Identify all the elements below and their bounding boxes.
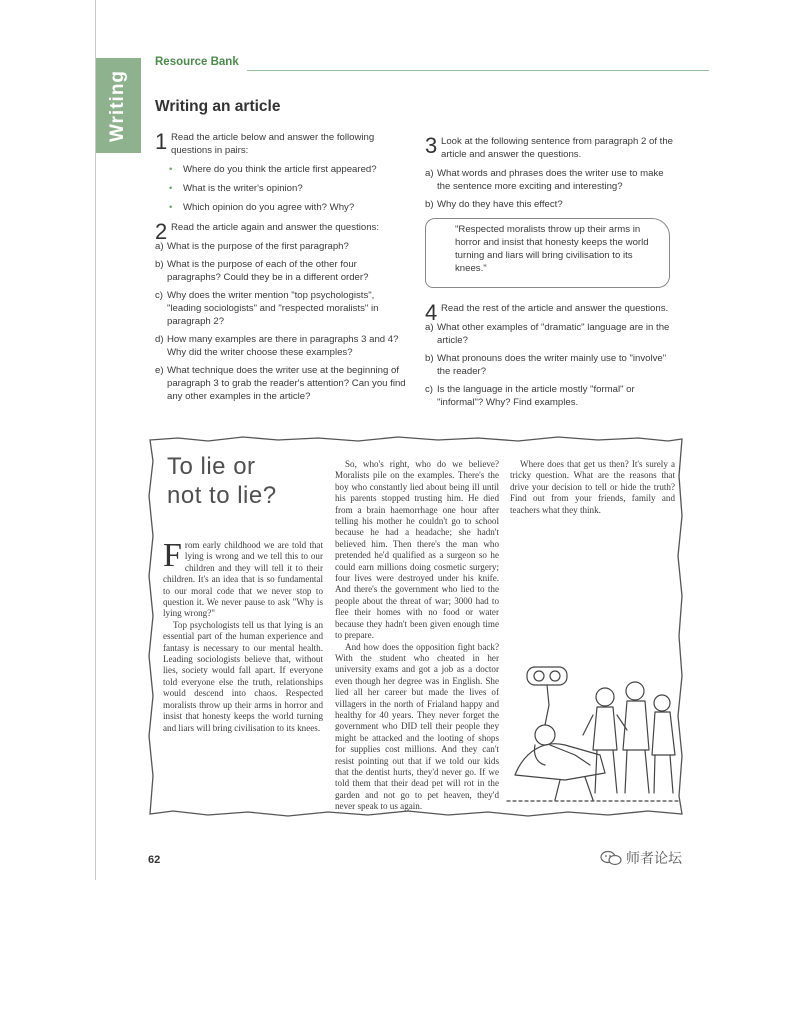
task-2-item — [155, 364, 410, 403]
article-column-2 — [335, 459, 499, 813]
article-title — [167, 452, 277, 510]
task-2-item-letter: c) — [155, 290, 163, 301]
task-4-item-text: Is the language in the article mostly "formal" or "informal"? Why? Find examples. — [437, 384, 635, 408]
task-2-item — [155, 289, 410, 328]
task-4-item-letter: a) — [425, 322, 434, 333]
page-title: Writing an article — [155, 98, 281, 115]
section-label: Resource Bank — [155, 56, 239, 68]
task-4-item — [425, 321, 677, 347]
article-title-line-2: not to lie? — [167, 482, 277, 509]
task-2-item-letter: d) — [155, 334, 164, 345]
quote-text: "Respected moralists throw up their arms in horror and insist that honesty keeps the world turning and liars will bring civilisation to its knees." — [455, 224, 649, 274]
task-4-number: 4 — [425, 300, 438, 325]
task-1-bullet: • Where do you think the article first appeared? — [169, 163, 410, 176]
article-paragraph-3: So, who's right, who do we believe? Moralists pile on the examples. There's the boy who constantly lied about being ill until his parents stopped trusting him. He died from a brain haemorrhage one hour after telling his mother he couldn't go to school because he had a headache; she hadn't believed him. Then there's the man who pretended he'd qualified as a surgeon so he could earn millions doing cosmetic surgery; four lives were destroyed under his knife. And there's the government who lied to the people about the threat of war; 3000 had to flee their homes with no food or water because they hadn't been given enough time to prepare. — [335, 459, 499, 641]
page-number: 62 — [148, 854, 161, 866]
task-1-bullets — [155, 163, 410, 214]
writing-side-tab-label-wrap — [96, 58, 141, 153]
task-1-bullet: • What is the writer's opinion? — [169, 182, 410, 195]
article-dropcap: F — [163, 537, 182, 574]
task-3-item-text: Why do they have this effect? — [437, 199, 563, 210]
task-3-item — [425, 198, 677, 211]
task-1-bullet: • Which opinion do you agree with? Why? — [169, 201, 410, 214]
article-title-line-1: To lie or — [167, 453, 256, 480]
task-2-item-text: Why does the writer mention "top psychologists", "leading sociologists" and "respected moralists" in paragraph 2? — [167, 290, 379, 327]
task-4-item — [425, 383, 677, 409]
article-paragraph-5: Where does that get us then? It's surely a tricky question. What are the reasons that drive your decision to tell or hide the truth? Find out from your friends, family and teachers what they think. — [510, 459, 675, 515]
task-3-number: 3 — [425, 133, 438, 158]
task-2-items — [155, 240, 410, 403]
task-2-item-text: What is the purpose of each of the other four paragraphs? Could they be in a different order? — [167, 259, 369, 283]
task-3-item-text: What words and phrases does the writer use to make the sentence more exciting and interesting? — [437, 168, 664, 192]
task-3-item — [425, 167, 677, 193]
task-1-number: 1 — [155, 129, 168, 154]
task-2-item-letter: e) — [155, 365, 164, 376]
task-4-item — [425, 352, 677, 378]
task-2-item-text: What is the purpose of the first paragraph? — [167, 241, 349, 252]
task-2-item-text: How many examples are there in paragraphs 3 and 4? Why did the writer choose these examples? — [167, 334, 399, 358]
task-4 — [425, 302, 677, 414]
dentist-illustration — [505, 655, 680, 805]
task-1-instruction: Read the article below and answer the following questions in pairs: — [171, 132, 375, 156]
task-4-item-letter: b) — [425, 353, 434, 364]
task-2-instruction: Read the article again and answer the questions: — [171, 222, 379, 233]
task-1 — [155, 131, 410, 220]
watermark-text: 师者论坛 — [626, 850, 682, 866]
task-2-item-letter: b) — [155, 259, 164, 270]
task-3-item-letter: a) — [425, 168, 434, 179]
section-rule — [247, 70, 709, 71]
writing-side-tab-label: Writing — [107, 69, 129, 142]
wechat-icon — [600, 850, 622, 866]
task-2-item — [155, 258, 410, 284]
task-4-item-text: What other examples of "dramatic" language are in the article? — [437, 322, 670, 346]
article-column-1 — [163, 537, 323, 734]
article-paragraph-1 — [163, 537, 323, 620]
task-4-items — [425, 321, 677, 409]
task-2-item-text: What technique does the writer use at the beginning of paragraph 3 to grab the reader's attention? Can you find any other examples in the article? — [167, 365, 406, 402]
task-3-item-letter: b) — [425, 199, 434, 210]
task-2-number: 2 — [155, 219, 168, 244]
watermark — [600, 848, 682, 868]
article-paragraph-4: And how does the opposition fight back? With the student who cheated in her university exams and got a job as a doctor even though her degree was in English. She lied all her career but made the lives of villagers in the north of Frialand happy and healthy for 40 years. They never forget the government who DID tell their people they might be attacked and the looting of shops for supplies cost millions. And they can't resist pointing out that if we told our kids that the dentist hurts, they'd never go. If we told them that their dead pet will rot in the garden and not go to pet heaven, they'd never speak to us again. — [335, 641, 499, 812]
task-4-item-letter: c) — [425, 384, 433, 395]
task-3-items — [425, 167, 677, 211]
article-column-3 — [510, 459, 675, 516]
task-3-instruction: Look at the following sentence from paragraph 2 of the article and answer the questions. — [441, 136, 673, 160]
article-paragraph-1-text: rom early childhood we are told that lying is wrong and we tell this to our children and they will tell it to their children. It's an idea that is so fundamental to our moral code that we never stop to question it. We never pause to ask "Why is lying wrong?" — [163, 540, 323, 619]
task-4-instruction: Read the rest of the article and answer the questions. — [441, 303, 669, 314]
task-3 — [425, 135, 677, 216]
task-2-item — [155, 333, 410, 359]
task-2-item — [155, 240, 410, 253]
task-4-item-text: What pronouns does the writer mainly use to "involve" the reader? — [437, 353, 667, 377]
task-2 — [155, 221, 410, 408]
task-2-item-letter: a) — [155, 241, 164, 252]
article-paragraph-2: Top psychologists tell us that lying is an essential part of the human experience and fantasy is necessary to our mental health. Leading sociologists believe that, without lies, society would fall apart. If everyone told everyone else the truth, relationships would descend into chaos. Respected moralists throw up their arms in horror and insist that honesty keeps the world turning and liars will bring civilisation to its knees. — [163, 619, 323, 733]
